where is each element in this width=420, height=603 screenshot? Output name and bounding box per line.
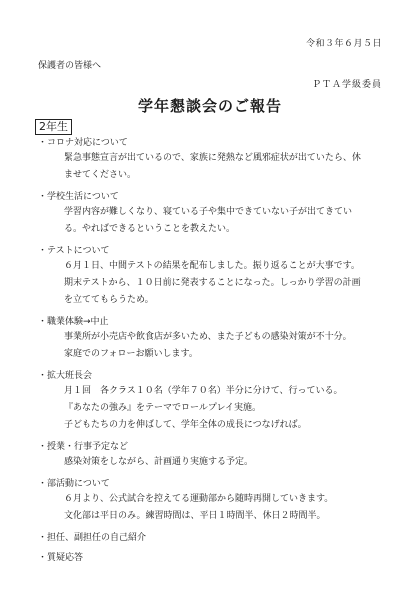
section-heading: ・担任、副担任の自己紹介 — [38, 533, 147, 543]
section-body-line: 子どもたちの力を伸ばして、学年全体の成長につなげれば。 — [64, 420, 307, 430]
section-heading: ・学校生活について — [38, 192, 119, 202]
section-heading: ・部活動について — [38, 479, 110, 489]
section-body-line: を立ててもらうため。 — [64, 295, 154, 305]
recipient-line: 保護者の皆様へ — [38, 61, 102, 71]
section-body-line: ６月より、公式試合を控えてる運動部から随時再開していきます。 — [64, 494, 334, 504]
report-section — [38, 441, 388, 471]
section-heading: ・テストについて — [38, 246, 110, 256]
section-body-line: ませてください。 — [64, 170, 137, 180]
document-date: 令和３年６月５日 — [305, 39, 382, 49]
report-sections — [38, 137, 388, 572]
report-section — [38, 191, 388, 238]
section-heading: ・質疑応答 — [38, 553, 84, 563]
section-body-line: 月１回 各クラス１０名（学年７０名）半分に分けて、行っている。 — [64, 386, 343, 396]
document-title: 学年懇談会のご報告 — [137, 97, 282, 115]
report-section — [38, 316, 388, 363]
section-body-line: 家庭でのフォローお願いします。 — [64, 349, 198, 359]
section-body-line: 『あなたの強み』をテーマでロールプレイ実施。 — [64, 403, 262, 413]
grade-label-box: 2年生 — [35, 119, 72, 135]
report-section — [38, 370, 388, 434]
section-heading: ・授業・行事予定など — [38, 442, 129, 452]
section-body-line: 感染対策をしながら、計画通り実施する予定。 — [64, 457, 254, 467]
section-body-line: 学習内容が難しくなり、寝ている子や集中できていない子が出てきてい — [64, 207, 353, 217]
section-body-line: 期末テストから、１０日前に発表することになった。しっかり学習の計画 — [64, 278, 361, 288]
sender-line: ＰＴＡ学級委員 — [311, 80, 382, 90]
section-body-line: 文化部は平日のみ。練習時間は、平日１時間半、休日２時間半。 — [64, 511, 326, 521]
section-heading: ・拡大班長会 — [38, 371, 93, 381]
report-section — [38, 478, 388, 525]
section-body-line: 事業所が小売店や飲食店が多いため、また子どもの感染対策が不十分。 — [64, 332, 352, 342]
report-section — [38, 552, 388, 565]
report-section — [38, 245, 388, 309]
report-section — [38, 532, 388, 545]
section-body-line: ６月１日、中間テストの結果を配布しました。振り返ることが大事です。 — [64, 261, 360, 271]
section-heading: ・コロナ対応について — [38, 138, 128, 148]
section-body-line: る。やればできるということを教えたい。 — [64, 224, 236, 234]
section-heading: ・職業体験→中止 — [38, 317, 109, 327]
report-section — [38, 137, 388, 184]
section-body-line: 緊急事態宣言が出ているので、家族に発熱など風邪症状が出ていたら、休 — [64, 153, 361, 163]
